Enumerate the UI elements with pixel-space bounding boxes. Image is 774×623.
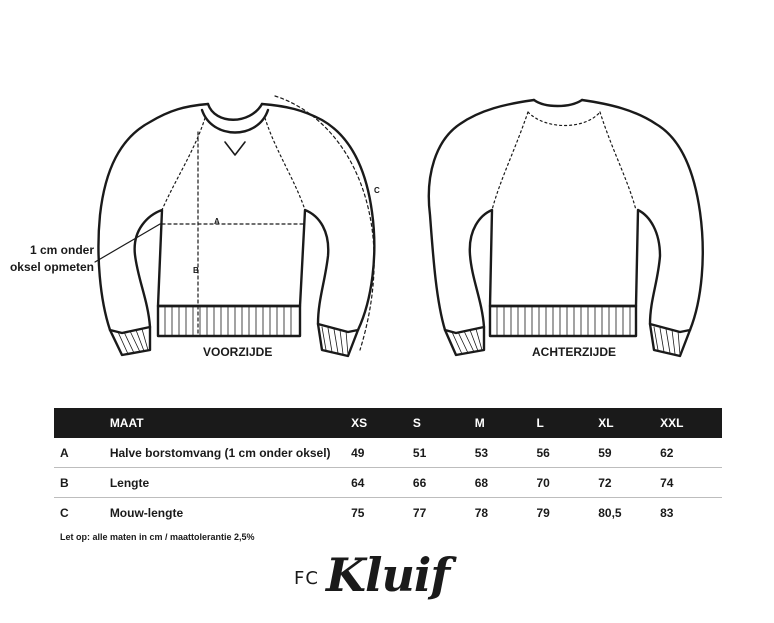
- header-cell: [54, 408, 110, 438]
- back-label: ACHTERZIJDE: [532, 345, 617, 359]
- row-label: Halve borstomvang (1 cm onder oksel): [110, 438, 351, 468]
- footnote: Let op: alle maten in cm / maattolerantie 2,5%: [60, 532, 255, 542]
- cell-value: 80,5: [598, 505, 622, 520]
- measure-note: [8, 242, 94, 276]
- cell-value: 62: [660, 438, 722, 468]
- row-code: C: [60, 505, 69, 520]
- table-row: [54, 438, 722, 468]
- row-code: A: [54, 438, 110, 468]
- back-sweater-outline: [429, 100, 703, 356]
- cell-value: 49: [351, 438, 413, 468]
- table-row: [54, 468, 722, 498]
- header-cell-xs: XS: [351, 408, 413, 438]
- marker-c: C: [374, 186, 380, 195]
- cell-value: 66: [413, 468, 475, 498]
- cell-value: 77: [412, 505, 427, 520]
- table-row: [54, 498, 722, 528]
- table-header-row: [54, 408, 722, 438]
- cell-value: 56: [536, 438, 598, 468]
- size-table: [54, 408, 722, 527]
- marker-a: A: [214, 217, 220, 226]
- logo-name: Kluif: [326, 548, 450, 602]
- cell-value: 79: [536, 505, 550, 520]
- header-cell-l: L: [536, 408, 598, 438]
- cell-value: 75: [351, 505, 365, 520]
- header-cell-xxl: XXL: [660, 408, 722, 438]
- cell-value: 51: [413, 438, 475, 468]
- row-code: B: [54, 468, 110, 498]
- cell-value: 59: [598, 438, 660, 468]
- header-cell-xl: XL: [598, 408, 660, 438]
- row-label: Mouw-lengte: [109, 505, 184, 520]
- cell-value: 70: [536, 468, 598, 498]
- cell-value: 53: [475, 438, 537, 468]
- cell-value: 78: [474, 505, 489, 520]
- front-label: VOORZIJDE: [203, 345, 273, 359]
- cell-value: 72: [598, 468, 660, 498]
- row-label: Lengte: [110, 468, 351, 498]
- cell-value: 83: [660, 505, 674, 520]
- measure-note-line2: oksel opmeten: [9, 260, 94, 274]
- cell-value: 68: [475, 468, 537, 498]
- cell-value: 64: [351, 468, 413, 498]
- header-cell-maat: MAAT: [110, 408, 351, 438]
- cell-value: 74: [660, 468, 722, 498]
- logo-prefix: FC: [294, 568, 319, 589]
- header-cell-m: M: [475, 408, 537, 438]
- marker-b: B: [193, 266, 199, 275]
- measure-note-line1: 1 cm onder: [29, 243, 94, 257]
- header-cell-s: S: [413, 408, 475, 438]
- front-sweater-outline: [98, 104, 374, 356]
- brand-logo: [290, 548, 490, 618]
